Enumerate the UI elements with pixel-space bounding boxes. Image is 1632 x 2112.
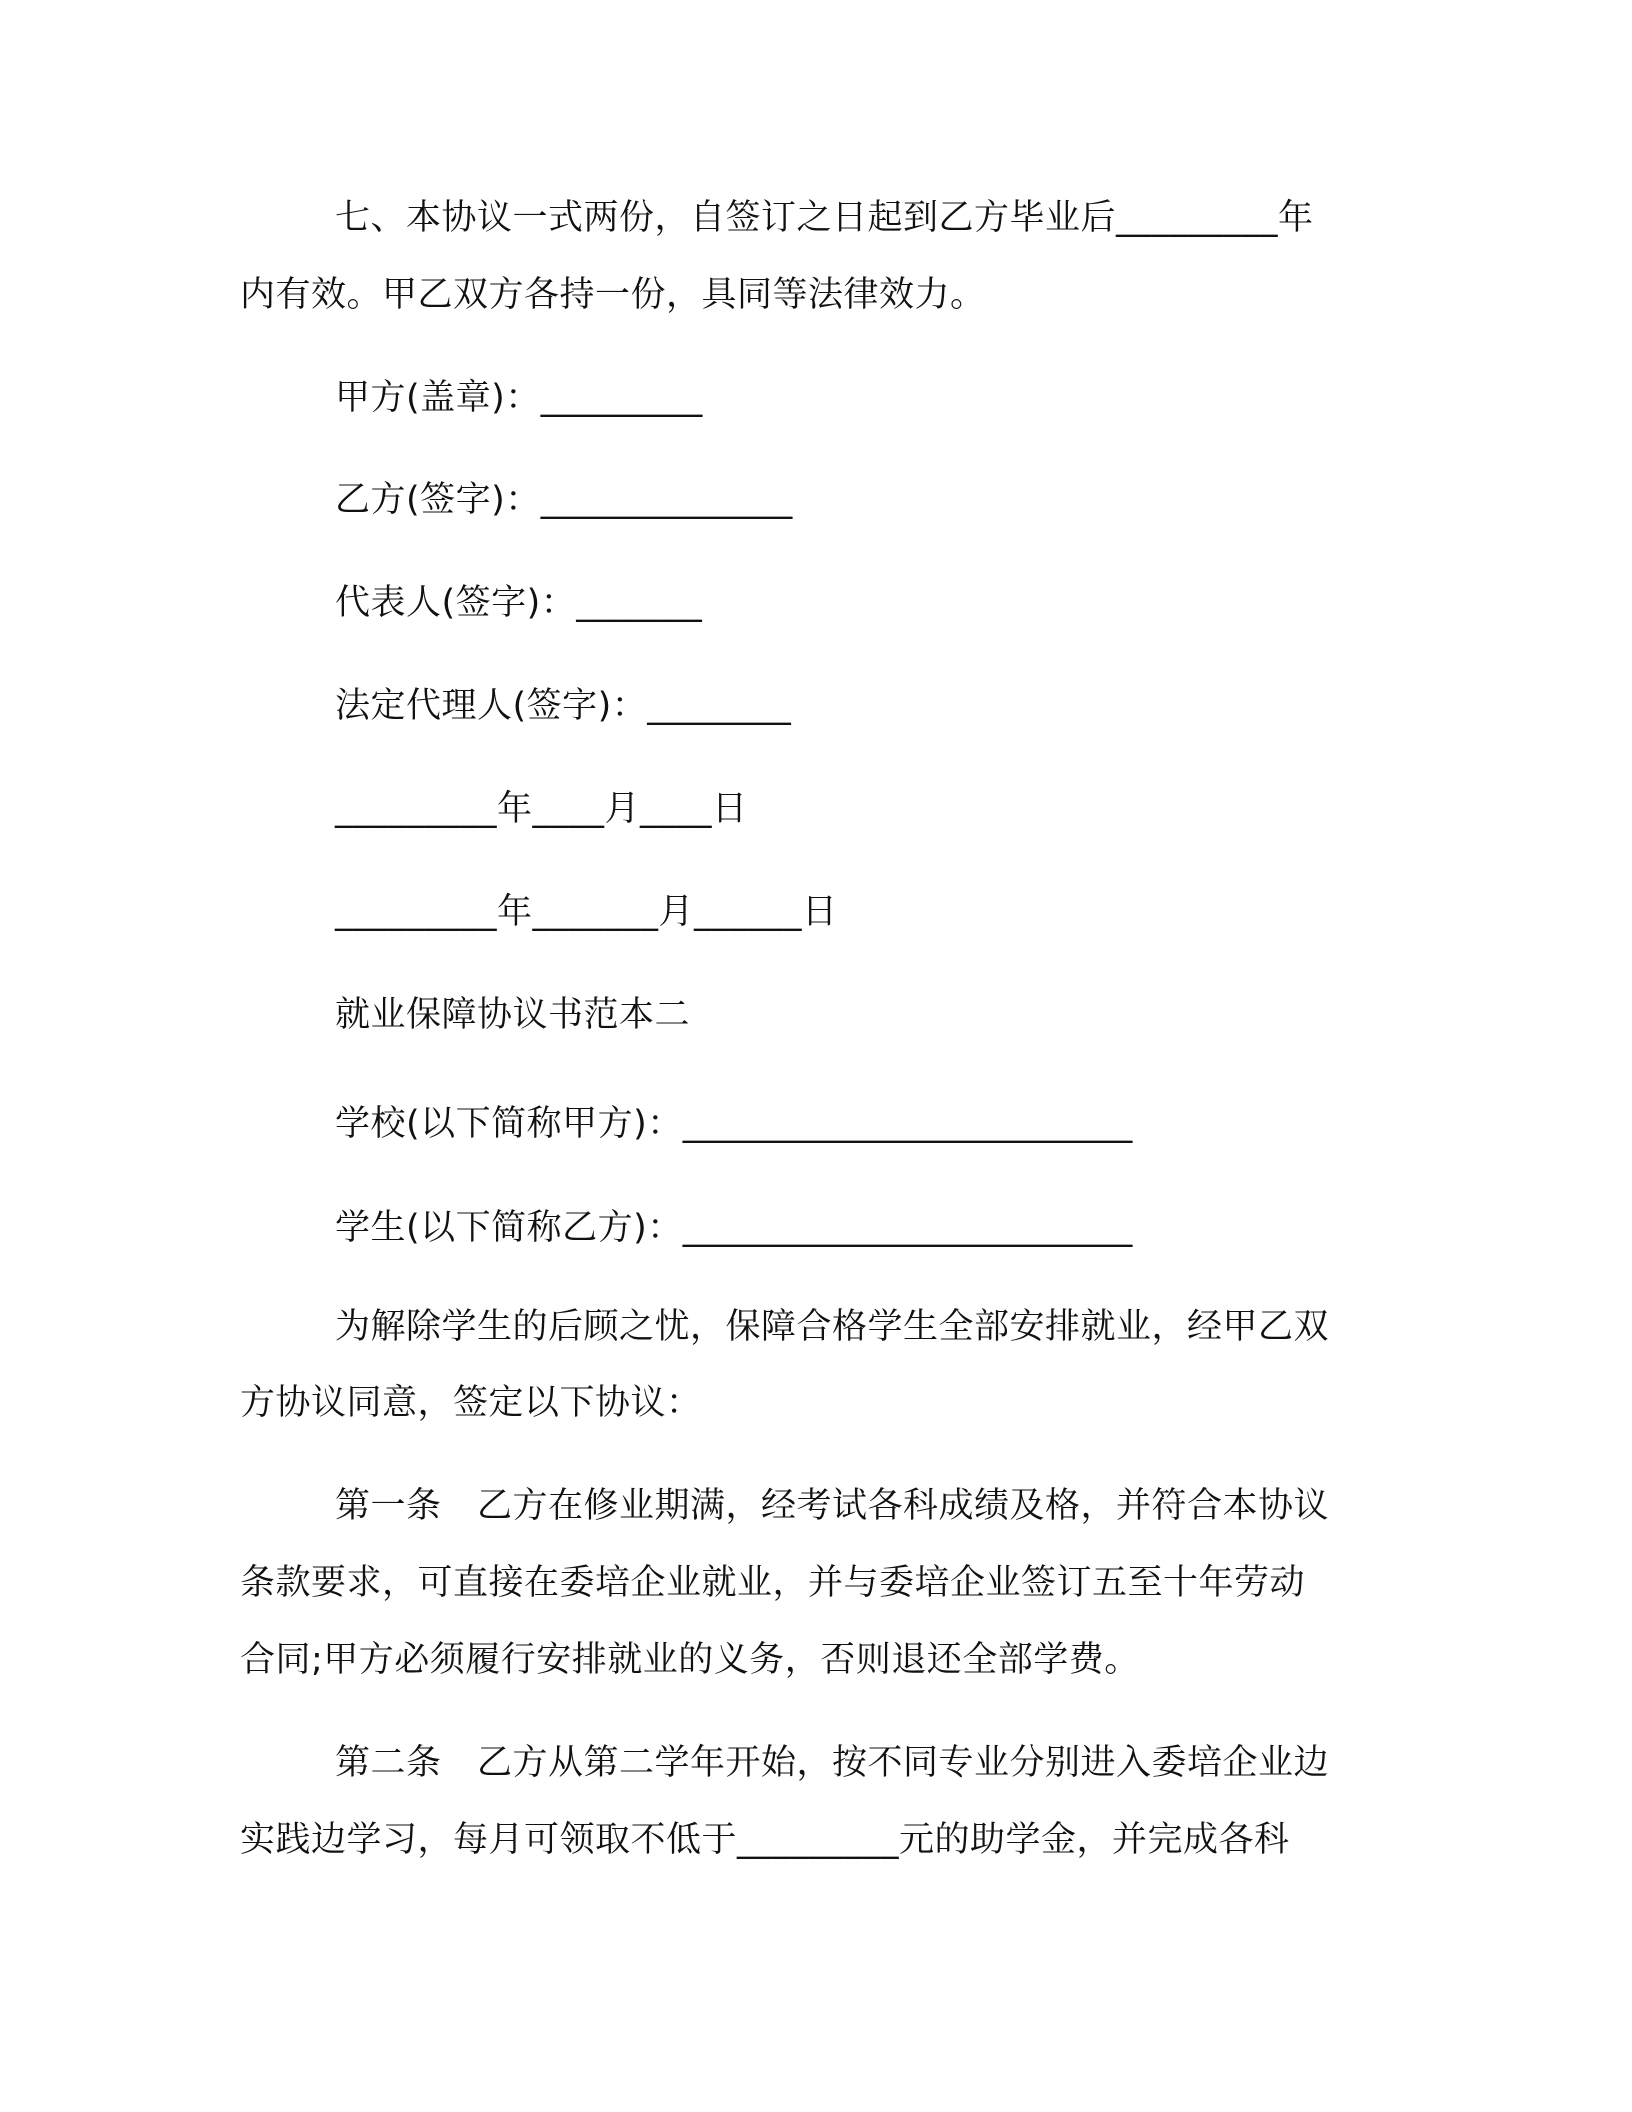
date-field-2: _________年_______月______日 [335, 892, 838, 932]
legal-agent-signature-field: 法定代理人(签字)：________ [335, 686, 792, 726]
clause7-line1: 七、本协议一式两份，自签订之日起到乙方毕业后_________年 [335, 198, 1314, 238]
party-a-seal-field: 甲方(盖章)：_________ [335, 378, 703, 418]
school-field: 学校(以下简称甲方)：_________________________ [335, 1104, 1133, 1144]
intro-line2: 方协议同意，签定以下协议： [240, 1383, 702, 1423]
article2-line1: 第二条 乙方从第二学年开始，按不同专业分别进入委培企业边 [335, 1743, 1330, 1783]
party-b-signature-field: 乙方(签字)：______________ [335, 480, 793, 520]
article1-line3: 合同;甲方必须履行安排就业的义务，否则退还全部学费。 [240, 1640, 1140, 1680]
representative-signature-field: 代表人(签字)：_______ [335, 583, 703, 623]
section-title: 就业保障协议书范本二 [335, 995, 691, 1035]
article1-line1: 第一条 乙方在修业期满，经考试各科成绩及格，并符合本协议 [335, 1486, 1330, 1526]
article2-line2: 实践边学习，每月可领取不低于_________元的助学金，并完成各科 [240, 1820, 1290, 1860]
student-field: 学生(以下简称乙方)：_________________________ [335, 1208, 1133, 1248]
article1-line2: 条款要求，可直接在委培企业就业，并与委培企业签订五至十年劳动 [240, 1563, 1306, 1603]
clause7-line2: 内有效。甲乙双方各持一份，具同等法律效力。 [240, 275, 986, 315]
intro-line1: 为解除学生的后顾之忧，保障合格学生全部安排就业，经甲乙双 [335, 1307, 1330, 1347]
date-field-1: _________年____月____日 [335, 789, 748, 829]
